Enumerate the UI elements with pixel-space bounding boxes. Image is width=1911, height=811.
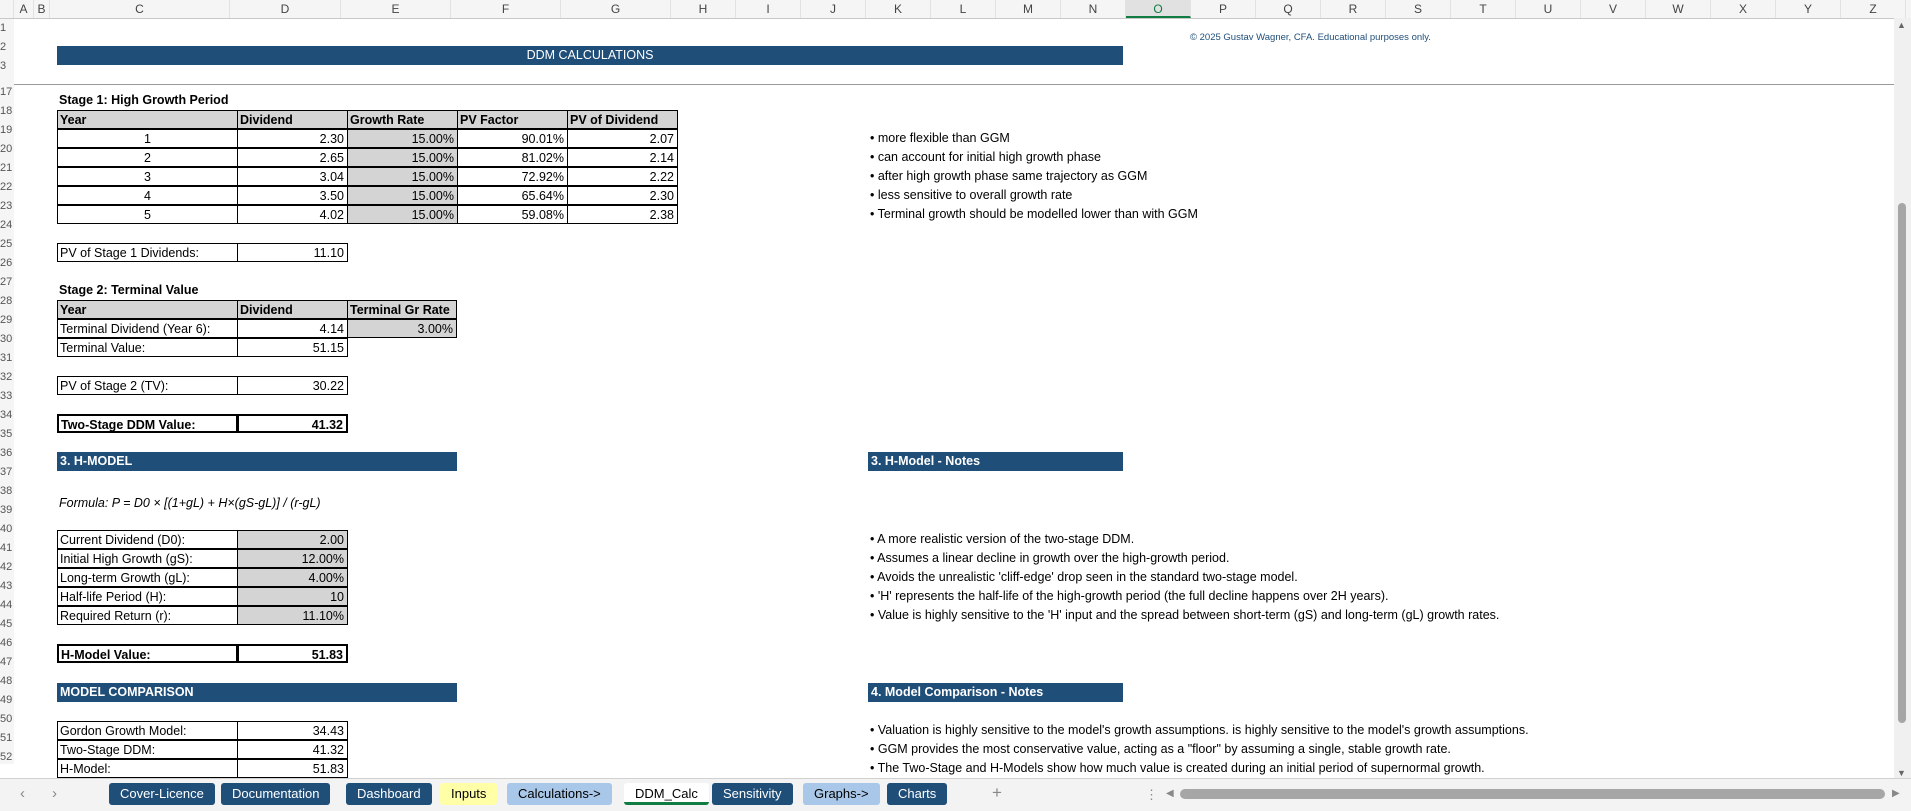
row-header-24[interactable]: 24 [0, 219, 13, 231]
stage1-cell-year[interactable]: 1 [57, 129, 238, 148]
column-header-i[interactable]: I [736, 0, 801, 18]
row-header-29[interactable]: 29 [0, 314, 13, 326]
two-stage-ddm-value[interactable]: 41.32 [237, 414, 348, 433]
tab-graphs[interactable]: Graphs-> [803, 783, 880, 805]
terminal-value-value[interactable]: 51.15 [237, 338, 348, 357]
column-header-a[interactable]: A [14, 0, 34, 18]
row-header-33[interactable]: 33 [0, 390, 13, 402]
comparison-label[interactable]: H-Model: [57, 759, 238, 778]
row-header-39[interactable]: 39 [0, 504, 13, 516]
tab-inputs[interactable]: Inputs [440, 783, 497, 805]
stage1-cell-dividend[interactable]: 4.02 [237, 205, 348, 224]
scroll-down-icon[interactable]: ▼ [1897, 768, 1906, 778]
hmodel-value[interactable]: 51.83 [237, 644, 348, 663]
column-header-g[interactable]: G [561, 0, 671, 18]
hmodel-input-value[interactable]: 12.00% [237, 549, 348, 568]
next-sheet-icon[interactable]: › [52, 785, 57, 802]
row-header-42[interactable]: 42 [0, 561, 13, 573]
vertical-scrollbar[interactable] [1894, 18, 1911, 780]
stage1-cell-growth-rate[interactable]: 15.00% [347, 205, 458, 224]
row-header-46[interactable]: 46 [0, 637, 13, 649]
stage1-cell-dividend[interactable]: 2.65 [237, 148, 348, 167]
row-header-47[interactable]: 47 [0, 656, 13, 668]
hmodel-note[interactable]: • 'H' represents the half-life of the high-growth period (the full decline happens over 2H years). [870, 589, 1389, 603]
row-header-34[interactable]: 34 [0, 409, 13, 421]
hmodel-note[interactable]: • A more realistic version of the two-stage DDM. [870, 532, 1135, 546]
row-header-21[interactable]: 21 [0, 162, 13, 174]
stage1-cell-year[interactable]: 4 [57, 186, 238, 205]
column-header-bar [0, 0, 1911, 19]
vertical-scroll-thumb[interactable] [1898, 203, 1906, 723]
comparison-note[interactable]: • GGM provides the most conservative value, acting as a "floor" by assuming a single, stable growth rate. [870, 742, 1451, 756]
stage2-pv-value[interactable]: 30.22 [237, 376, 348, 395]
column-header-m[interactable]: M [996, 0, 1061, 18]
comparison-label[interactable]: Two-Stage DDM: [57, 740, 238, 759]
column-header-z[interactable]: Z [1841, 0, 1906, 18]
row-header-19[interactable]: 19 [0, 124, 13, 136]
column-header-w[interactable]: W [1646, 0, 1711, 18]
column-header-c[interactable]: C [50, 0, 230, 18]
hmodel-input-value[interactable]: 11.10% [237, 606, 348, 625]
hmodel-input-label[interactable]: Initial High Growth (gS): [57, 549, 238, 568]
stage1-cell-year[interactable]: 3 [57, 167, 238, 186]
stage1-cell-pv-factor[interactable]: 59.08% [457, 205, 568, 224]
column-header-v[interactable]: V [1581, 0, 1646, 18]
column-header-d[interactable]: D [230, 0, 341, 18]
row-header-25[interactable]: 25 [0, 238, 13, 250]
stage1-note[interactable]: • less sensitive to overall growth rate [870, 188, 1073, 202]
column-header-o[interactable]: O [1126, 0, 1191, 18]
tab-cover-licence[interactable]: Cover-Licence [109, 783, 215, 805]
column-header-t[interactable]: T [1451, 0, 1516, 18]
row-header-48[interactable]: 48 [0, 675, 13, 687]
hmodel-input-value[interactable]: 10 [237, 587, 348, 606]
stage1-cell-pv-of-dividend[interactable]: 2.14 [567, 148, 678, 167]
prev-sheet-icon[interactable]: ‹ [20, 785, 25, 802]
stage1-note[interactable]: • Terminal growth should be modelled lower than with GGM [870, 207, 1198, 221]
row-header-44[interactable]: 44 [0, 599, 13, 611]
tab-calculations[interactable]: Calculations-> [507, 783, 612, 805]
hmodel-input-label[interactable]: Long-term Growth (gL): [57, 568, 238, 587]
row-header-51[interactable]: 51 [0, 732, 13, 744]
stage1-cell-pv-of-dividend[interactable]: 2.22 [567, 167, 678, 186]
row-header-3[interactable]: 3 [0, 60, 7, 72]
stage1-header-growth-rate[interactable]: Growth Rate [347, 110, 458, 129]
column-header-l[interactable]: L [931, 0, 996, 18]
row-header-20[interactable]: 20 [0, 143, 13, 155]
stage1-cell-dividend[interactable]: 3.04 [237, 167, 348, 186]
tab-charts[interactable]: Charts [887, 783, 947, 805]
stage1-cell-growth-rate[interactable]: 15.00% [347, 167, 458, 186]
row-header-32[interactable]: 32 [0, 371, 13, 383]
hmodel-input-value[interactable]: 4.00% [237, 568, 348, 587]
hmodel-notes-title: 3. H-Model - Notes [871, 454, 981, 468]
column-header-s[interactable]: S [1386, 0, 1451, 18]
stage2-header-dividend[interactable]: Dividend [237, 300, 348, 319]
comparison-value[interactable]: 41.32 [237, 740, 348, 759]
comparison-notes-band [868, 683, 1123, 702]
stage1-cell-dividend[interactable]: 2.30 [237, 129, 348, 148]
sheet-tab-bar [0, 778, 1911, 811]
stage1-cell-growth-rate[interactable]: 15.00% [347, 129, 458, 148]
stage2-header-year[interactable]: Year [57, 300, 238, 319]
column-header-x[interactable]: X [1711, 0, 1776, 18]
stage1-note[interactable]: • can account for initial high growth phase [870, 150, 1101, 164]
row-header-30[interactable]: 30 [0, 333, 13, 345]
select-all-corner[interactable] [0, 0, 14, 18]
stage1-cell-dividend[interactable]: 3.50 [237, 186, 348, 205]
row-header-1[interactable]: 1 [0, 22, 7, 34]
add-sheet-icon[interactable]: + [992, 783, 1002, 802]
row-header-43[interactable]: 43 [0, 580, 13, 592]
column-header-p[interactable]: P [1191, 0, 1256, 18]
row-header-36[interactable]: 36 [0, 447, 13, 459]
page-title-band [57, 46, 1123, 65]
column-header-j[interactable]: J [801, 0, 866, 18]
stage1-cell-growth-rate[interactable]: 15.00% [347, 186, 458, 205]
hmodel-note[interactable]: • Value is highly sensitive to the 'H' input and the spread between short-term (gS) and long-term (gL) growth rates. [870, 608, 1500, 622]
row-header-31[interactable]: 31 [0, 352, 13, 364]
stage1-note[interactable]: • more flexible than GGM [870, 131, 1010, 145]
two-stage-ddm-label[interactable]: Two-Stage DDM Value: [57, 414, 238, 433]
column-header-k[interactable]: K [866, 0, 931, 18]
row-header-40[interactable]: 40 [0, 523, 13, 535]
scroll-left-icon[interactable]: ◀ [1166, 788, 1174, 799]
row-header-27[interactable]: 27 [0, 276, 13, 288]
tab-sensitivity[interactable]: Sensitivity [712, 783, 793, 805]
comparison-title: MODEL COMPARISON [60, 685, 194, 699]
hmodel-input-label[interactable]: Half-life Period (H): [57, 587, 238, 606]
column-header-n[interactable]: N [1061, 0, 1126, 18]
tab-ddm-calc[interactable]: DDM_Calc [624, 783, 709, 805]
comparison-value[interactable]: 51.83 [237, 759, 348, 778]
stage1-pv-value[interactable]: 11.10 [237, 243, 348, 262]
row-header-38[interactable]: 38 [0, 485, 13, 497]
copyright-text: © 2025 Gustav Wagner, CFA. Educational purposes only. [1190, 32, 1431, 43]
stage1-cell-pv-of-dividend[interactable]: 2.30 [567, 186, 678, 205]
stage1-cell-pv-of-dividend[interactable]: 2.07 [567, 129, 678, 148]
hmodel-note[interactable]: • Avoids the unrealistic 'cliff-edge' drop seen in the standard two-stage model. [870, 570, 1298, 584]
row-header-52[interactable]: 52 [0, 751, 13, 763]
hmodel-formula[interactable]: Formula: P = D0 × [(1+gL) + H×(gS-gL)] / (r-gL) [59, 496, 321, 510]
row-header-49[interactable]: 49 [0, 694, 13, 706]
hmodel-notes-band [868, 452, 1123, 471]
stage1-header-dividend[interactable]: Dividend [237, 110, 348, 129]
terminal-growth-rate-input[interactable]: 3.00% [347, 319, 457, 338]
hmodel-title: 3. H-MODEL [60, 454, 133, 468]
column-header-r[interactable]: R [1321, 0, 1386, 18]
row-header-41[interactable]: 41 [0, 542, 13, 554]
stage1-header-pv-of-dividend[interactable]: PV of Dividend [567, 110, 678, 129]
stage2-header-terminal-rate[interactable]: Terminal Gr Rate [347, 300, 457, 319]
hmodel-input-label[interactable]: Required Return (r): [57, 606, 238, 625]
stage1-note[interactable]: • after high growth phase same trajectory as GGM [870, 169, 1148, 183]
stage1-cell-year[interactable]: 2 [57, 148, 238, 167]
stage1-cell-pv-of-dividend[interactable]: 2.38 [567, 205, 678, 224]
tab-documentation[interactable]: Documentation [221, 783, 330, 805]
stage1-cell-pv-factor[interactable]: 81.02% [457, 148, 568, 167]
horizontal-scroll-thumb[interactable] [1180, 789, 1885, 799]
column-header-h[interactable]: H [671, 0, 736, 18]
hmodel-note[interactable]: • Assumes a linear decline in growth over the high-growth period. [870, 551, 1230, 565]
column-header-f[interactable]: F [451, 0, 561, 18]
hmodel-input-label[interactable]: Current Dividend (D0): [57, 530, 238, 549]
row-header-22[interactable]: 22 [0, 181, 13, 193]
comparison-notes-title: 4. Model Comparison - Notes [871, 685, 1044, 699]
stage2-pv-label[interactable]: PV of Stage 2 (TV): [57, 376, 238, 395]
terminal-dividend-label[interactable]: Terminal Dividend (Year 6): [57, 319, 238, 338]
comparison-value[interactable]: 34.43 [237, 721, 348, 740]
column-header-e[interactable]: E [341, 0, 451, 18]
column-header-q[interactable]: Q [1256, 0, 1321, 18]
row-header-26[interactable]: 26 [0, 257, 13, 269]
row-header-28[interactable]: 28 [0, 295, 13, 307]
column-header-u[interactable]: U [1516, 0, 1581, 18]
stage1-cell-pv-factor[interactable]: 90.01% [457, 129, 568, 148]
row-header-45[interactable]: 45 [0, 618, 13, 630]
row-header-23[interactable]: 23 [0, 200, 13, 212]
stage2-title: Stage 2: Terminal Value [59, 283, 199, 297]
row-header-2[interactable]: 2 [0, 41, 7, 53]
column-header-b[interactable]: B [34, 0, 50, 18]
stage1-pv-label[interactable]: PV of Stage 1 Dividends: [57, 243, 238, 262]
row-header-bar [0, 19, 14, 764]
scroll-right-icon[interactable]: ▶ [1892, 788, 1900, 799]
row-header-37[interactable]: 37 [0, 466, 13, 478]
hmodel-input-value[interactable]: 2.00 [237, 530, 348, 549]
comparison-note[interactable]: • The Two-Stage and H-Models show how much value is created during an initial period of supernormal growth. [870, 761, 1485, 775]
row-header-18[interactable]: 18 [0, 105, 13, 117]
terminal-value-label[interactable]: Terminal Value: [57, 338, 238, 357]
hmodel-section-band [57, 452, 457, 471]
row-header-17[interactable]: 17 [0, 86, 13, 98]
comparison-label[interactable]: Gordon Growth Model: [57, 721, 238, 740]
stage1-cell-year[interactable]: 5 [57, 205, 238, 224]
stage1-cell-growth-rate[interactable]: 15.00% [347, 148, 458, 167]
hmodel-value-label[interactable]: H-Model Value: [57, 644, 238, 663]
comparison-section-band [57, 683, 457, 702]
stage1-header-year[interactable]: Year [57, 110, 238, 129]
terminal-dividend-value[interactable]: 4.14 [237, 319, 348, 338]
column-header-y[interactable]: Y [1776, 0, 1841, 18]
stage1-cell-pv-factor[interactable]: 72.92% [457, 167, 568, 186]
tab-dashboard[interactable]: Dashboard [346, 783, 432, 805]
page-title: DDM CALCULATIONS [526, 48, 654, 62]
stage1-cell-pv-factor[interactable]: 65.64% [457, 186, 568, 205]
row-header-50[interactable]: 50 [0, 713, 13, 725]
stage1-header-pv-factor[interactable]: PV Factor [457, 110, 568, 129]
comparison-note[interactable]: • Valuation is highly sensitive to the model's growth assumptions. is highly sensitive to the model's growth assumptions. [870, 723, 1529, 737]
stage1-title: Stage 1: High Growth Period [59, 93, 229, 107]
scroll-up-icon[interactable]: ▲ [1897, 20, 1906, 30]
freeze-pane-line [14, 84, 1894, 85]
row-header-35[interactable]: 35 [0, 428, 13, 440]
more-options-icon[interactable]: ⋮ [1145, 787, 1158, 802]
